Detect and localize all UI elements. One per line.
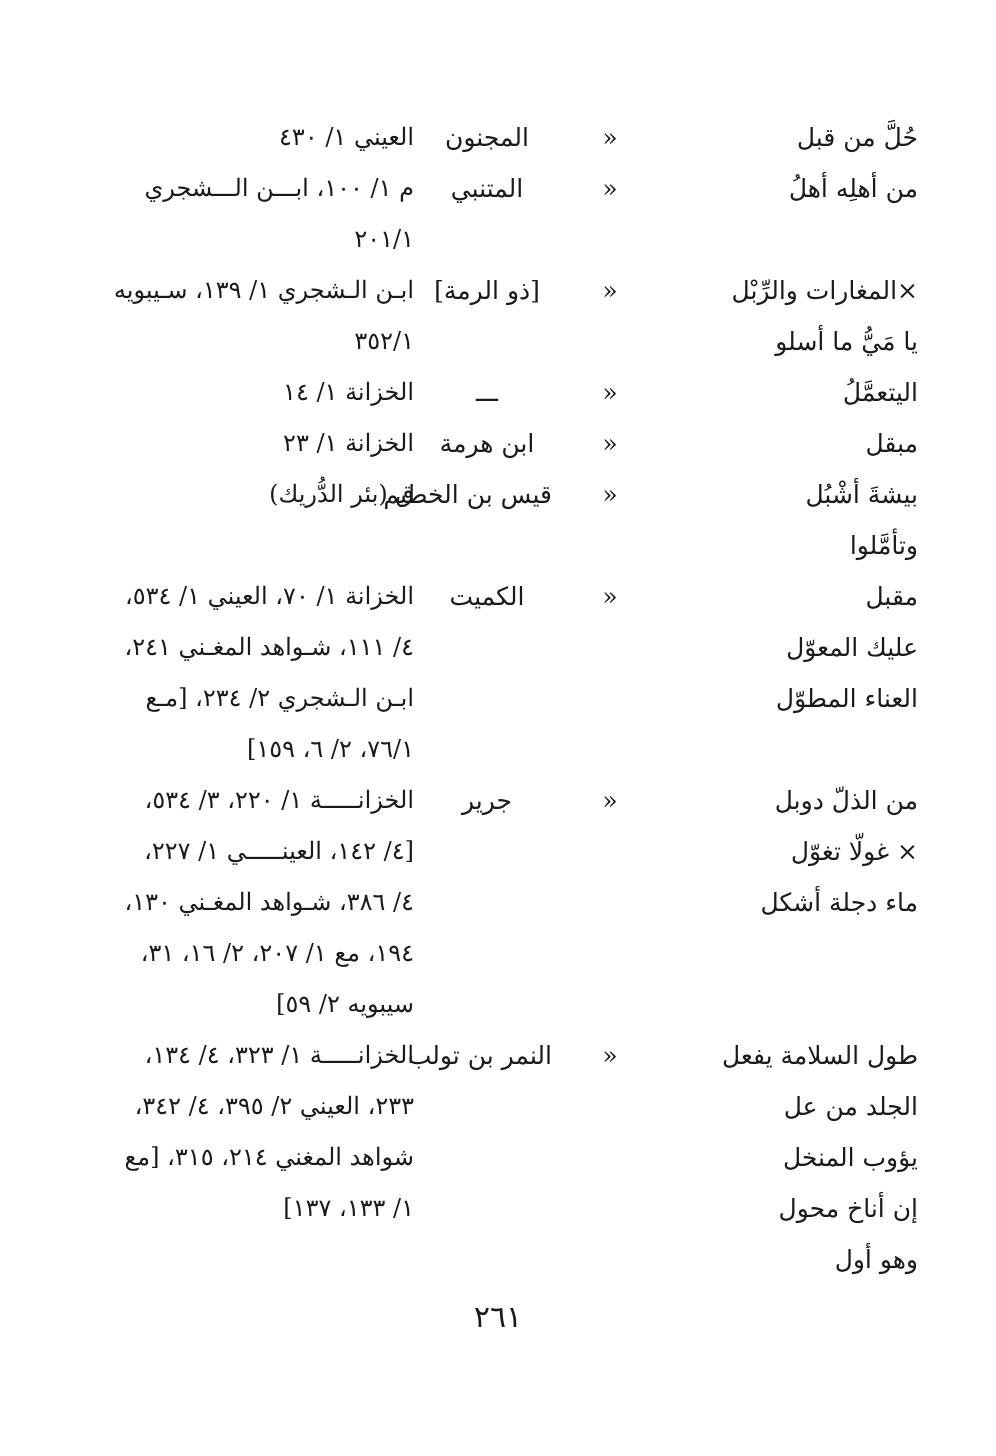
verse-line: عليك المعوّل — [786, 633, 918, 662]
page-number: ٢٦١ — [473, 1300, 523, 1335]
source-line: ٧٦/١، ٢/ ٦، ١٥٩] — [246, 735, 414, 763]
ditto-mark: « — [602, 1041, 618, 1070]
verse-cell — [668, 418, 918, 469]
ditto-mark-cell — [560, 1030, 660, 1285]
source-line: ٢٠١/١ — [354, 225, 414, 253]
poet-name: قيس بن الخطيم — [383, 480, 552, 509]
source-line: ٢٣٣، العيني ٢/ ٣٩٥، ٤/ ٣٤٢، — [134, 1092, 414, 1120]
ditto-mark-cell — [560, 571, 660, 775]
source-cell — [19, 163, 414, 265]
poet-cell — [407, 1030, 552, 1285]
source-line: الخزانة ١/ ٧٠، العيني ١/ ٥٣٤، — [124, 582, 414, 610]
ditto-mark-cell — [560, 469, 660, 571]
ditto-mark: « — [602, 174, 618, 203]
source-cell — [19, 418, 414, 469]
ditto-mark: « — [602, 480, 618, 509]
verse-line: وتأمَّلوا — [849, 531, 918, 560]
verse-line: من أهلِه أهلُ — [788, 174, 918, 203]
index-entry — [0, 418, 996, 469]
source-line: ٤/ ٣٨٦، شـواهد المغـني ١٣٠، — [124, 888, 414, 916]
verse-line: × غولّا تغوّل — [790, 837, 918, 866]
source-line: ١/ ١٣٣، ١٣٧] — [283, 1194, 414, 1222]
verse-line — [668, 979, 918, 1030]
index-entry — [0, 112, 996, 163]
verse-line — [668, 724, 918, 775]
source-cell — [19, 265, 414, 367]
index-entry — [0, 571, 996, 775]
poet-name: المجنون — [445, 123, 529, 152]
ditto-mark-cell — [560, 163, 660, 265]
poet-name: ابن هرمة — [439, 429, 535, 458]
poet-cell — [422, 775, 552, 1030]
ditto-mark-cell — [560, 265, 660, 367]
source-line: ٤/ ١١١، شـواهد المغـني ٢٤١، — [124, 633, 414, 661]
poet-name: النمر بن تولب — [407, 1041, 552, 1070]
verse-cell — [668, 112, 918, 163]
ditto-mark: « — [602, 429, 618, 458]
verse-line — [668, 214, 918, 265]
ditto-mark-cell — [560, 775, 660, 1030]
poet-cell — [422, 367, 552, 418]
verse-cell — [668, 367, 918, 418]
poet-name: جرير — [462, 786, 512, 815]
poet-name: الكميت — [449, 582, 525, 611]
verse-cell — [668, 265, 918, 367]
source-line: الخزانـــــة ١/ ٢٢٠، ٣/ ٥٣٤، — [144, 786, 414, 814]
ditto-mark: « — [602, 123, 618, 152]
source-cell — [19, 571, 414, 775]
verse-line: العناء المطوّل — [775, 684, 918, 713]
poet-cell — [383, 469, 552, 571]
verse-line: وهو أول — [834, 1245, 918, 1274]
verse-line: بيشةَ أشْبُل — [805, 480, 918, 509]
source-line: ٣٥٢/١ — [354, 327, 414, 355]
source-cell — [19, 469, 414, 571]
source-cell — [19, 775, 414, 1030]
poet-cell — [422, 418, 552, 469]
ditto-mark-cell — [560, 112, 660, 163]
source-line: سيبويه ٢/ ٥٩] — [276, 990, 414, 1018]
verse-cell — [668, 163, 918, 265]
verse-line: اليتعمَّلُ — [842, 378, 918, 407]
source-line: ابـن الـشجري ٢/ ٢٣٤، [مـع — [145, 684, 414, 712]
verse-line: مقبل — [865, 582, 918, 611]
source-line: الخزانة ١/ ٢٣ — [283, 429, 414, 457]
source-cell — [19, 367, 414, 418]
verse-line: ماء دجلة أشكل — [760, 888, 918, 917]
source-line: الخزانة ١/ ١٤ — [283, 378, 414, 406]
verse-cell — [668, 1030, 918, 1285]
index-entry — [0, 775, 996, 1030]
poet-name: المتنبي — [450, 174, 524, 203]
index-entry — [0, 265, 996, 367]
source-line: ق (بئر الدُّريك) — [269, 480, 414, 508]
ditto-mark: « — [602, 786, 618, 815]
source-line: ابـن الـشجري ١/ ١٣٩، سـيبويه — [113, 276, 414, 304]
source-line: العيني ١/ ٤٣٠ — [279, 123, 414, 151]
poet-name: [ذو الرمة] — [434, 276, 540, 305]
source-line: م ١/ ١٠٠، ابـــن الـــشجري — [144, 174, 414, 202]
verse-line: يؤوب المنخل — [782, 1143, 918, 1172]
index-entry — [0, 1030, 996, 1285]
verse-line: ×المغارات والرِّبْل — [731, 276, 918, 305]
source-line: [٤/ ١٤٢، العينـــــي ١/ ٢٢٧، — [144, 837, 414, 865]
poet-cell — [422, 163, 552, 265]
index-entry — [0, 367, 996, 418]
source-line: ١٩٤، مع ١/ ٢٠٧، ٢/ ١٦، ٣١، — [140, 939, 414, 967]
verse-cell — [668, 469, 918, 571]
ditto-mark-cell — [560, 367, 660, 418]
index-entry — [0, 163, 996, 265]
ditto-mark: « — [602, 276, 618, 305]
source-cell — [19, 112, 414, 163]
verse-line: من الذلّ دوبل — [774, 786, 918, 815]
verse-line — [668, 928, 918, 979]
ditto-mark: « — [602, 378, 618, 407]
verse-index-table — [0, 112, 996, 1285]
verse-cell — [668, 571, 918, 775]
verse-line: إن أناخ محول — [778, 1194, 918, 1223]
source-line: الخزانـــــة ١/ ٣٢٣، ٤/ ١٣٤، — [144, 1041, 414, 1069]
index-entry — [0, 469, 996, 571]
poet-cell — [422, 112, 552, 163]
ditto-mark: « — [602, 582, 618, 611]
ditto-mark-cell — [560, 418, 660, 469]
verse-line: حُلَّ من قبل — [796, 123, 918, 152]
verse-line: طول السلامة يفعل — [721, 1041, 918, 1070]
source-cell — [19, 1030, 414, 1285]
poet-cell — [422, 265, 552, 367]
verse-cell — [668, 775, 918, 1030]
verse-line: يا مَيُّ ما أسلو — [775, 327, 918, 356]
verse-line: الجلد من عل — [783, 1092, 918, 1121]
verse-line: مبقل — [865, 429, 918, 458]
poet-cell — [422, 571, 552, 775]
source-line: شواهد المغني ٢١٤، ٣١٥، [مع — [124, 1143, 414, 1171]
poet-name: ـــ — [476, 378, 498, 407]
